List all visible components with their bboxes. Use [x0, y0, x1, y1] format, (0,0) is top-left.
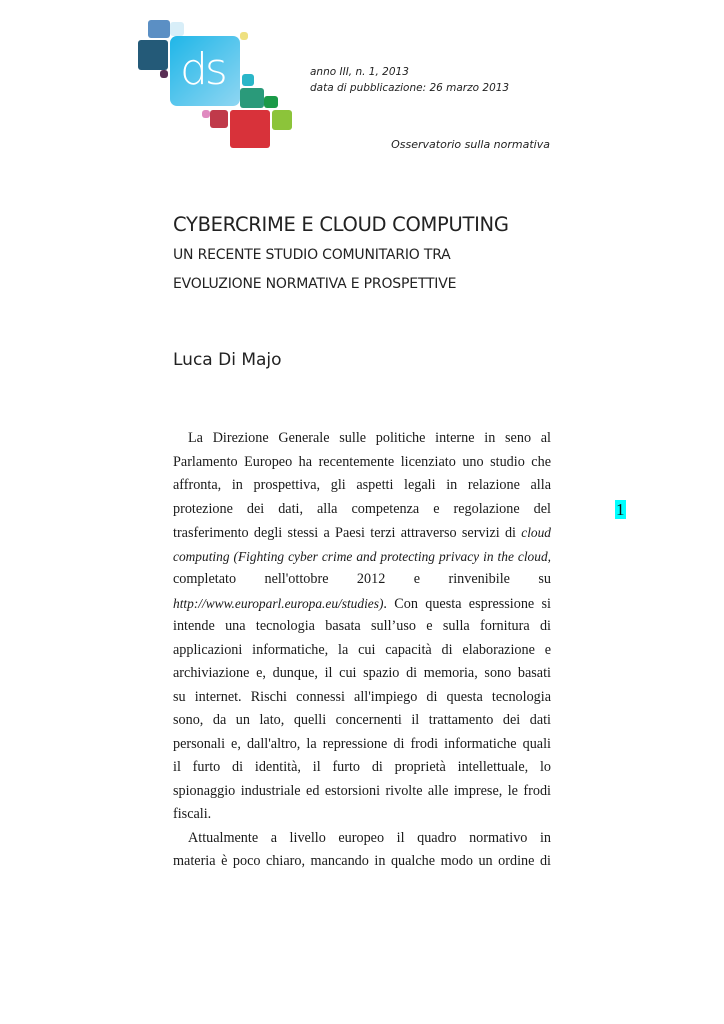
text: completato nell'ottobre 2012 e rinvenibile su	[173, 571, 551, 587]
author-name: Luca Di Majo	[173, 350, 282, 370]
text: applicazioni informatiche, la cui capacità di elaborazione e	[173, 641, 551, 658]
body-line	[173, 780, 551, 804]
article-body	[173, 427, 551, 874]
italic-text: computing (Fighting cyber crime and protecting privacy in the cloud,	[173, 548, 551, 564]
text: La Direzione Generale sulle politiche interne in seno al	[188, 430, 551, 446]
section-label: Osservatorio sulla normativa	[391, 138, 550, 151]
body-line	[173, 592, 551, 616]
body-line	[173, 545, 551, 569]
logo-text: ds	[180, 44, 225, 95]
text: . Con questa espressione si	[383, 595, 551, 612]
body-line	[173, 474, 551, 498]
article-title: CYBERCRIME E CLOUD COMPUTING	[173, 213, 509, 236]
body-line	[173, 662, 551, 686]
text: archiviazione e, dunque, il cui spazio di memoria, sono basati	[173, 665, 551, 681]
body-line	[173, 756, 551, 780]
body-line	[173, 827, 551, 851]
text: personali e, dall'altro, la repressione di frodi informatiche quali	[173, 735, 551, 752]
page-number: 1	[616, 500, 625, 519]
body-line	[173, 639, 551, 663]
text: materia è poco chiaro, mancando in qualche modo un ordine di	[173, 853, 551, 869]
article-subtitle-line2: EVOLUZIONE NORMATIVA E PROSPETTIVE	[173, 276, 457, 292]
body-line	[173, 568, 551, 592]
body-line	[173, 686, 551, 710]
text: il furto di identità, il furto di proprietà intellettuale, lo	[173, 759, 551, 775]
body-line	[173, 521, 551, 545]
body-line	[173, 615, 551, 639]
text: sono, da un lato, quelli concernenti il trattamento dei dati	[173, 712, 551, 728]
text: fiscali.	[173, 806, 212, 822]
body-line	[173, 803, 551, 827]
body-line	[173, 427, 551, 451]
body-line	[173, 498, 551, 522]
text: su internet. Rischi connessi all'impiego di questa tecnologia	[173, 688, 551, 705]
text: Attualmente a livello europeo il quadro normativo in	[188, 829, 551, 846]
italic-text: http://www.europarl.europa.eu/studies)	[173, 595, 384, 611]
body-line	[173, 850, 551, 874]
text: protezione dei dati, alla competenza e regolazione del	[173, 500, 551, 517]
text: affronta, in prospettiva, gli aspetti legali in relazione alla	[173, 477, 551, 493]
issue-info: anno III, n. 1, 2013	[310, 66, 409, 78]
text: spionaggio industriale ed estorsioni rivolte alle imprese, le frodi	[173, 782, 551, 799]
text: Parlamento Europeo ha recentemente licenziato uno studio che	[173, 453, 551, 470]
journal-logo	[136, 18, 296, 152]
article-subtitle-line1: UN RECENTE STUDIO COMUNITARIO TRA	[173, 247, 451, 263]
body-line	[173, 451, 551, 475]
body-line	[173, 709, 551, 733]
italic-text: cloud	[521, 525, 551, 540]
text: trasferimento degli stessi a Paesi terzi attraverso servizi di	[173, 525, 522, 541]
body-line	[173, 733, 551, 757]
publication-date: data di pubblicazione: 26 marzo 2013	[310, 82, 510, 94]
text: intende una tecnologia basata sull’uso e sulla fornitura di	[173, 618, 551, 634]
